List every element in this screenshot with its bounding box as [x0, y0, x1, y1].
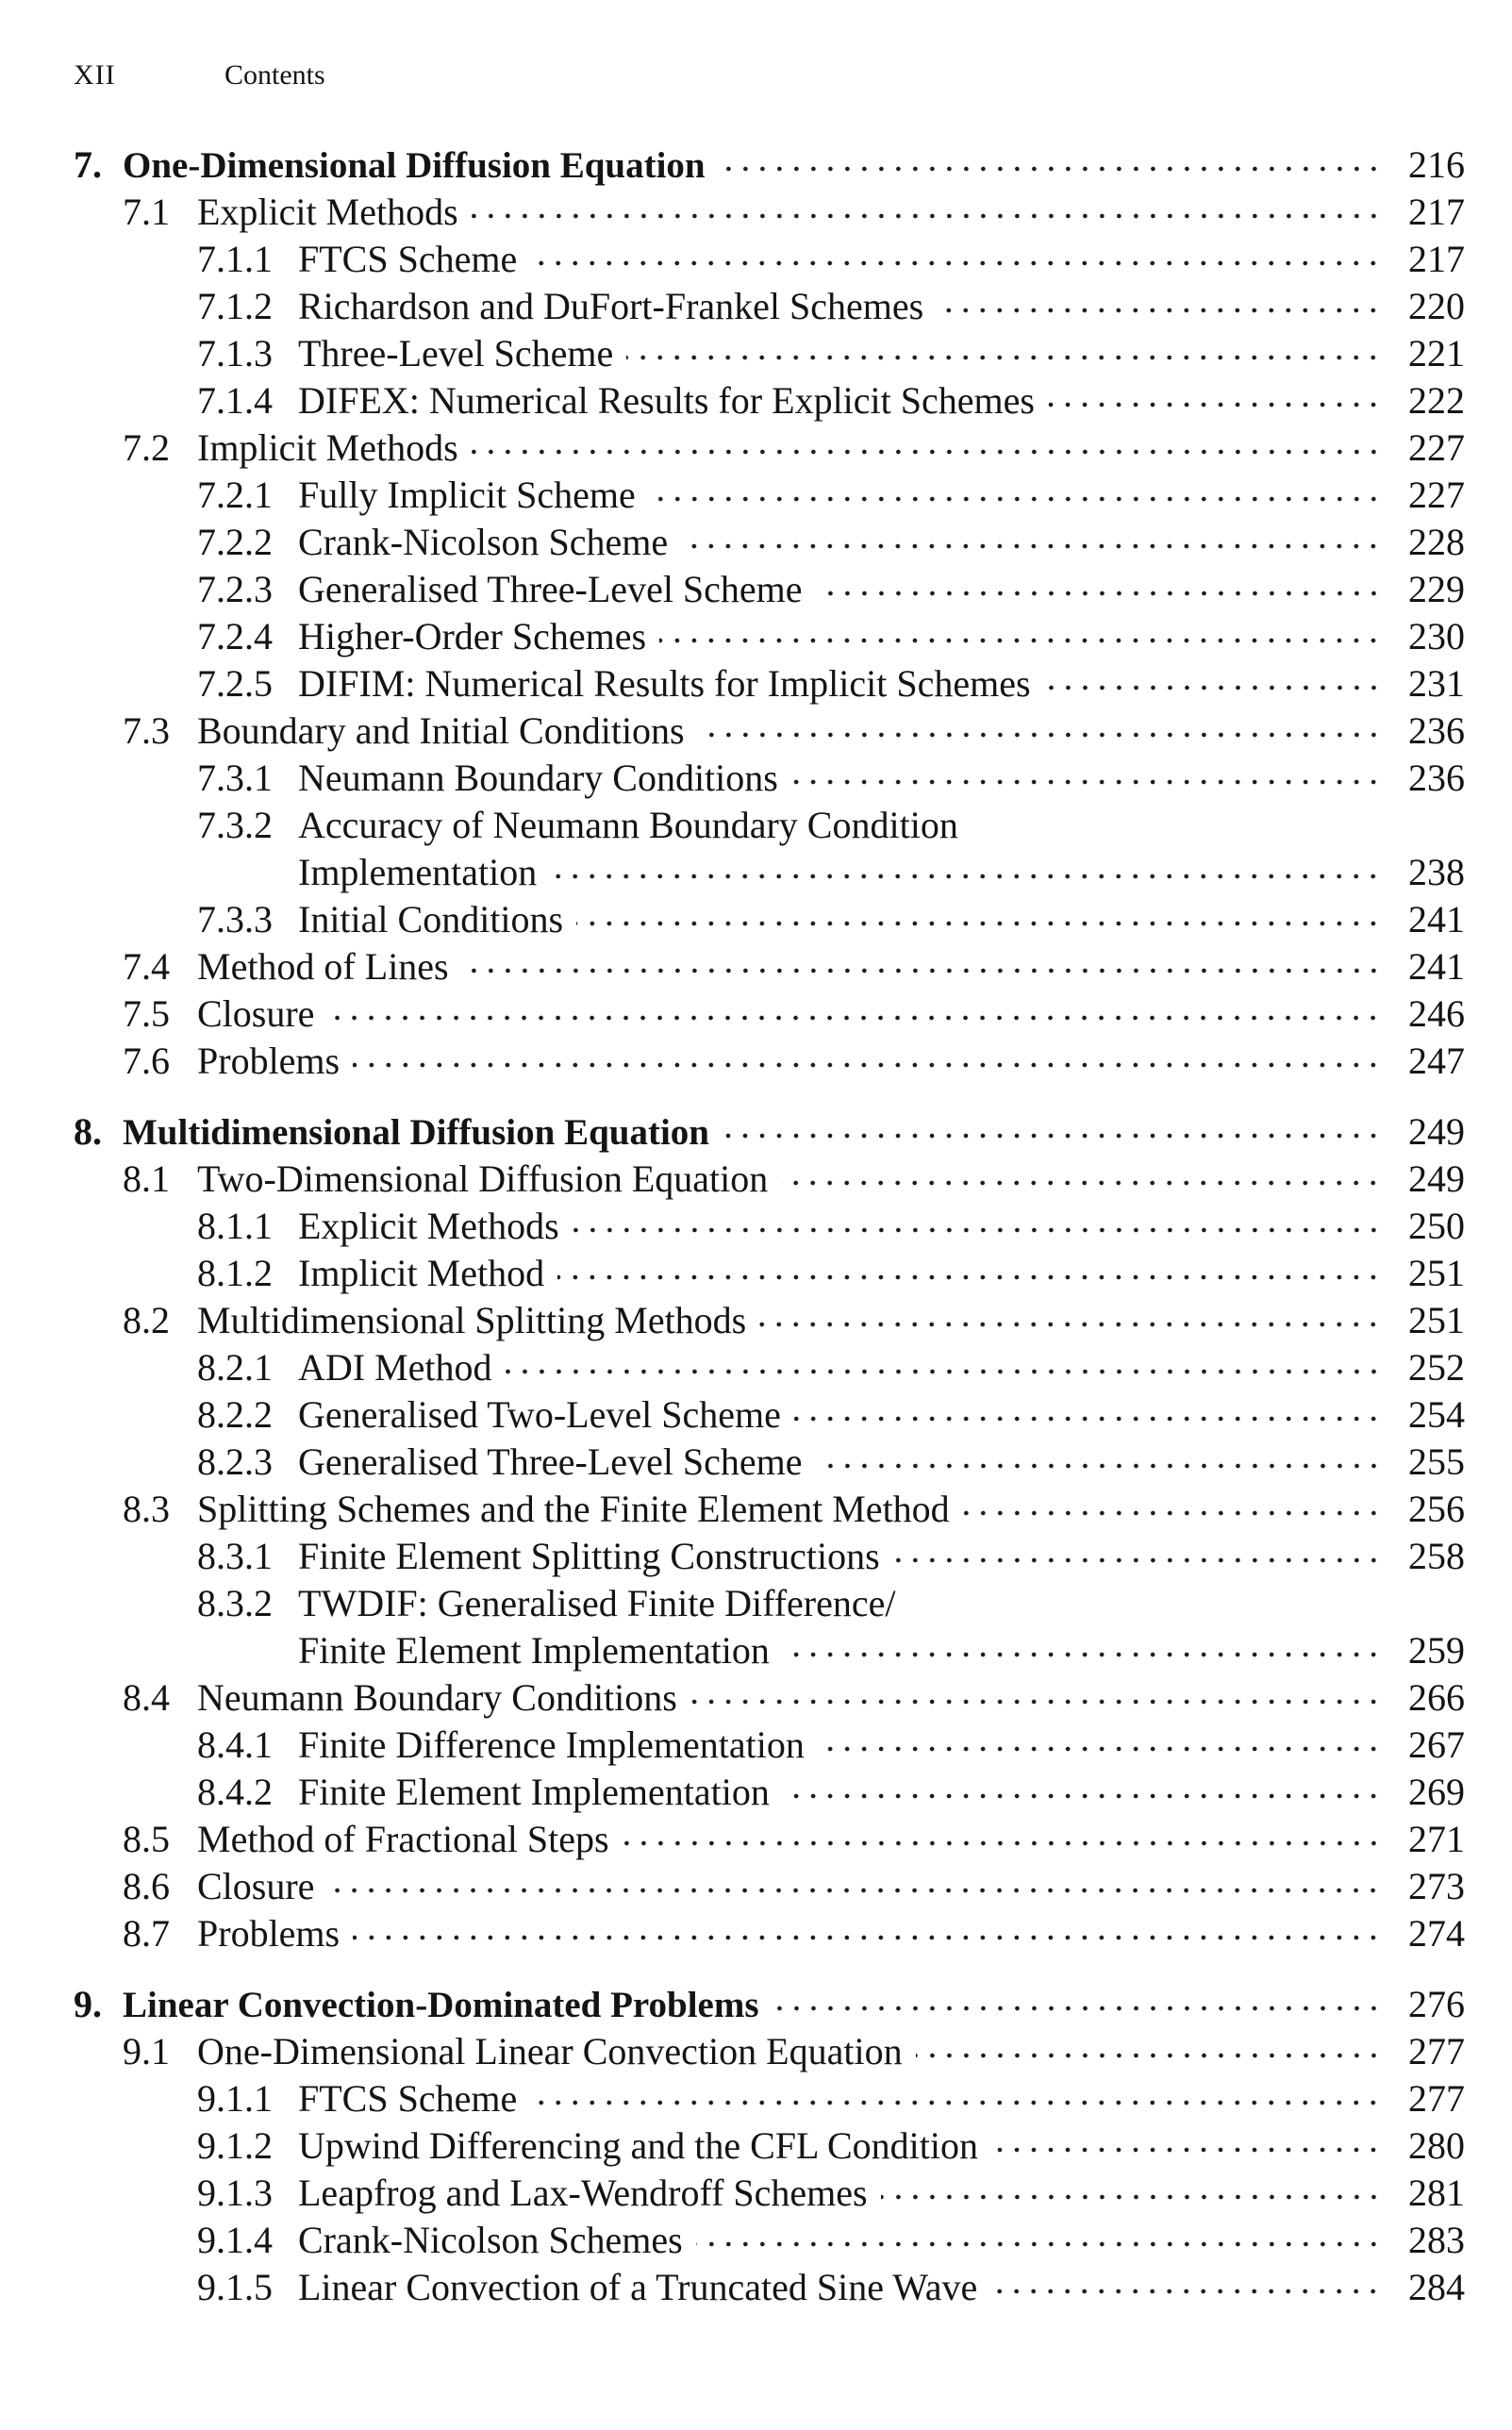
- toc-entry-page: 277: [1408, 2030, 1465, 2072]
- toc-subsection: [74, 1344, 1465, 1391]
- toc-entry-number: 8.2.2: [197, 1393, 273, 1436]
- toc-entry-number: 8.3.2: [197, 1582, 273, 1624]
- toc-entry-text: [197, 1863, 1465, 1910]
- toc-section: [74, 990, 1465, 1038]
- toc-entry-title: One-Dimensional Diffusion Equation: [123, 145, 706, 186]
- toc-entry-page: 266: [1408, 1676, 1465, 1719]
- toc-entry-title: Leapfrog and Lax-Wendroff Schemes: [298, 2172, 868, 2214]
- toc-subsection-continuation: [74, 1627, 1465, 1674]
- toc-entry-number: 8.4.1: [197, 1723, 273, 1766]
- dot-leader: [626, 355, 1382, 360]
- toc-entry-page: 238: [1408, 851, 1465, 893]
- toc-entry-text: [298, 1769, 1465, 1816]
- toc-entry-text: [298, 660, 1465, 707]
- toc-entry-text: [298, 1533, 1465, 1580]
- toc-entry-title: Explicit Methods: [197, 191, 458, 233]
- toc-entry-page: 251: [1408, 1299, 1465, 1341]
- toc-entry-number: 7.2.4: [197, 615, 273, 657]
- toc-entry-title: Closure: [197, 992, 315, 1035]
- toc-entry-title: One-Dimensional Linear Convection Equation: [197, 2030, 903, 2072]
- chapter-heading: [74, 141, 1465, 189]
- toc-entry-text: [298, 1203, 1465, 1250]
- dot-leader: [881, 2194, 1382, 2200]
- toc-section: [74, 1863, 1465, 1910]
- dot-leader: [816, 1463, 1382, 1469]
- toc-section: [74, 1038, 1465, 1085]
- toc-entry-title: Implicit Method: [298, 1252, 545, 1294]
- toc-entry-page: 231: [1408, 662, 1465, 705]
- toc-entry-text: [298, 519, 1465, 566]
- toc-subsection: [74, 2217, 1465, 2264]
- dot-leader: [963, 1510, 1382, 1516]
- toc-entry-number: 8.6: [123, 1865, 170, 1907]
- toc-section: [74, 707, 1465, 755]
- toc-entry-page: 217: [1408, 191, 1465, 233]
- toc-section: [74, 2028, 1465, 2075]
- dot-leader: [327, 1888, 1382, 1893]
- toc-entry-page: 241: [1408, 898, 1465, 940]
- toc-entry-title: Richardson and DuFort-Frankel Schemes: [298, 285, 924, 327]
- toc-entry-page: 229: [1408, 568, 1465, 610]
- toc-entry-text: [298, 2075, 1465, 2122]
- toc-entry-number: 7.2.3: [197, 568, 273, 610]
- toc-entry-text: [298, 1344, 1465, 1391]
- toc-entry-number: 7.3.2: [197, 804, 273, 846]
- toc-entry-number: 7.: [74, 143, 102, 186]
- toc-entry-text: [197, 1038, 1465, 1085]
- toc-entry-title: Finite Element Implementation: [298, 1771, 770, 1813]
- toc-entry-number: 9.1.2: [197, 2124, 273, 2167]
- toc-entry-number: 7.6: [123, 1040, 170, 1082]
- dot-leader: [937, 308, 1382, 313]
- toc-entry-page: 228: [1408, 521, 1465, 563]
- toc-entry-text: [298, 1250, 1465, 1297]
- dot-leader: [530, 2100, 1382, 2105]
- toc-subsection: [74, 802, 1465, 849]
- toc-entry-page: 249: [1408, 1110, 1465, 1153]
- toc-entry-text: [298, 566, 1465, 613]
- toc-entry-page: 230: [1408, 615, 1465, 657]
- toc-entry-title: DIFIM: Numerical Results for Implicit Schemes: [298, 662, 1031, 705]
- toc-entry-number: 7.2.2: [197, 521, 273, 563]
- dot-leader: [659, 638, 1382, 643]
- dot-leader: [472, 213, 1382, 219]
- toc-entry-title: Finite Difference Implementation: [298, 1723, 805, 1766]
- toc-entry-text: [123, 141, 1465, 190]
- toc-entry-page: 216: [1408, 143, 1465, 186]
- toc-entry-text: [298, 236, 1465, 283]
- toc-entry-text: [123, 1108, 1465, 1157]
- toc-entry-text: [298, 1439, 1465, 1486]
- dot-leader: [681, 543, 1382, 549]
- toc-subsection: [74, 566, 1465, 613]
- toc-subsection: [74, 1391, 1465, 1439]
- toc-entry-text: [197, 1816, 1465, 1863]
- toc-entry-title: Implementation: [298, 851, 538, 893]
- toc-entry-text: [298, 613, 1465, 660]
- toc-entry-text: [298, 1722, 1465, 1769]
- toc-subsection-continuation: [74, 849, 1465, 896]
- dot-leader: [818, 1746, 1382, 1752]
- toc-entry-number: 8.7: [123, 1912, 170, 1955]
- toc-entry-text: [298, 1627, 1465, 1674]
- toc-entry-title: Linear Convection of a Truncated Sine Wave: [298, 2266, 978, 2308]
- toc-entry-title: ADI Method: [298, 1346, 492, 1389]
- toc-subsection: [74, 1580, 1465, 1627]
- toc-chapter: [74, 141, 1465, 1085]
- toc-subsection: [74, 613, 1465, 660]
- toc-subsection: [74, 2170, 1465, 2217]
- toc-entry-title: Generalised Three-Level Scheme: [298, 1440, 803, 1483]
- toc-entry-number: 8.2.3: [197, 1440, 273, 1483]
- toc-entry-page: 280: [1408, 2124, 1465, 2167]
- toc-subsection: [74, 236, 1465, 283]
- toc-entry-number: 9.1.5: [197, 2266, 273, 2308]
- toc-entry-title: Fully Implicit Scheme: [298, 474, 636, 516]
- toc-entry-text: [197, 1297, 1465, 1344]
- toc-entry-page: 252: [1408, 1346, 1465, 1389]
- toc-entry-text: [298, 2264, 1465, 2311]
- toc-subsection: [74, 1769, 1465, 1816]
- toc-entry-page: 274: [1408, 1912, 1465, 1955]
- toc-entry-page: 255: [1408, 1440, 1465, 1483]
- dot-leader: [991, 2147, 1382, 2153]
- dot-leader: [781, 1180, 1382, 1186]
- dot-leader: [327, 1015, 1382, 1021]
- toc-entry-page: 251: [1408, 1252, 1465, 1294]
- toc-subsection: [74, 755, 1465, 802]
- dot-leader: [550, 874, 1382, 879]
- toc-entry-text: [298, 755, 1465, 802]
- toc-entry-text: [298, 2170, 1465, 2217]
- toc-entry-number: 7.1.4: [197, 379, 273, 422]
- toc-entry-number: 8.4: [123, 1676, 170, 1719]
- dot-leader: [623, 1840, 1382, 1846]
- toc-entry-number: 7.4: [123, 945, 170, 988]
- toc-entry-text: [298, 1580, 1465, 1627]
- toc-section: [74, 1297, 1465, 1344]
- dot-leader: [893, 1557, 1382, 1563]
- toc-subsection: [74, 896, 1465, 943]
- toc-entry-number: 9.1.3: [197, 2172, 273, 2214]
- toc-entry-title: TWDIF: Generalised Finite Difference/: [298, 1582, 896, 1624]
- toc-chapter: [74, 1108, 1465, 1957]
- toc-section: [74, 1674, 1465, 1722]
- toc-entry-title: Crank-Nicolson Scheme: [298, 521, 669, 563]
- toc-entry-title: FTCS Scheme: [298, 2077, 518, 2120]
- toc-entry-number: 8.1.2: [197, 1252, 273, 1294]
- toc-entry-number: 7.5: [123, 992, 170, 1035]
- toc-subsection: [74, 2075, 1465, 2122]
- toc-entry-number: 7.1: [123, 191, 170, 233]
- toc-entry-page: 254: [1408, 1393, 1465, 1436]
- toc-entry-title: Higher-Order Schemes: [298, 615, 647, 657]
- toc-entry-title: FTCS Scheme: [298, 238, 518, 280]
- toc-entry-page: 250: [1408, 1205, 1465, 1247]
- dot-leader: [696, 2241, 1382, 2247]
- dot-leader: [573, 1227, 1382, 1233]
- toc-subsection: [74, 1722, 1465, 1769]
- toc-subsection: [74, 1250, 1465, 1297]
- toc-entry-number: 7.1.3: [197, 332, 273, 374]
- toc-entry-text: [298, 802, 1465, 849]
- toc-entry-page: 258: [1408, 1535, 1465, 1577]
- toc-entry-number: 8.3.1: [197, 1535, 273, 1577]
- toc-entry-page: 283: [1408, 2219, 1465, 2261]
- toc-entry-text: [197, 2028, 1465, 2075]
- toc-entry-number: 7.3.1: [197, 757, 273, 799]
- toc-entry-page: 271: [1408, 1818, 1465, 1860]
- toc-entry-page: 273: [1408, 1865, 1465, 1907]
- toc-entry-page: 284: [1408, 2266, 1465, 2308]
- toc-entry-number: 9.1.4: [197, 2219, 273, 2261]
- dot-leader: [816, 591, 1382, 596]
- toc-entry-text: [298, 1391, 1465, 1439]
- toc-entry-number: 8.1.1: [197, 1205, 273, 1247]
- dot-leader: [472, 449, 1382, 455]
- toc-entry-text: [298, 283, 1465, 330]
- toc-entry-page: 236: [1408, 709, 1465, 752]
- chapter-heading: [74, 1981, 1465, 2028]
- toc-entry-page: 217: [1408, 238, 1465, 280]
- toc-entry-number: 8.1: [123, 1157, 170, 1200]
- toc-subsection: [74, 1203, 1465, 1250]
- toc-entry-title: Upwind Differencing and the CFL Condition: [298, 2124, 979, 2167]
- toc-entry-title: DIFEX: Numerical Results for Explicit Schemes: [298, 379, 1035, 422]
- toc-entry-page: 246: [1408, 992, 1465, 1035]
- dot-leader: [783, 1793, 1382, 1799]
- toc-entry-text: [197, 1486, 1465, 1533]
- dot-leader: [783, 1652, 1382, 1657]
- toc-entry-number: 9.: [74, 1983, 102, 2025]
- dot-leader: [773, 2006, 1382, 2011]
- toc-subsection: [74, 283, 1465, 330]
- toc-entry-title: Finite Element Implementation: [298, 1629, 770, 1672]
- toc-entry-title: Accuracy of Neumann Boundary Condition: [298, 804, 958, 846]
- toc-entry-number: 9.1: [123, 2030, 170, 2072]
- dot-leader: [506, 1369, 1382, 1374]
- table-of-contents: [74, 141, 1465, 2335]
- toc-subsection: [74, 2122, 1465, 2170]
- toc-entry-title: Neumann Boundary Conditions: [197, 1676, 677, 1719]
- toc-entry-number: 7.3: [123, 709, 170, 752]
- dot-leader: [719, 166, 1382, 172]
- toc-entry-text: [298, 849, 1465, 896]
- toc-entry-number: 9.1.1: [197, 2077, 273, 2120]
- toc-section: [74, 1156, 1465, 1203]
- toc-entry-title: Closure: [197, 1865, 315, 1907]
- toc-entry-page: 277: [1408, 2077, 1465, 2120]
- toc-entry-text: [298, 472, 1465, 519]
- toc-section: [74, 189, 1465, 236]
- toc-entry-title: Implicit Methods: [197, 426, 458, 469]
- toc-entry-number: 7.1.2: [197, 285, 273, 327]
- toc-entry-page: 221: [1408, 332, 1465, 374]
- toc-subsection: [74, 2264, 1465, 2311]
- toc-entry-title: Generalised Three-Level Scheme: [298, 568, 803, 610]
- dot-leader: [990, 2289, 1382, 2294]
- toc-entry-text: [123, 1981, 1465, 2029]
- toc-entry-text: [197, 943, 1465, 990]
- dot-leader: [530, 260, 1382, 266]
- dot-leader: [1048, 402, 1382, 408]
- toc-entry-page: 276: [1408, 1983, 1465, 2025]
- toc-entry-page: 269: [1408, 1771, 1465, 1813]
- toc-entry-title: Problems: [197, 1912, 341, 1955]
- dot-leader: [353, 1935, 1382, 1940]
- toc-entry-text: [197, 990, 1465, 1038]
- toc-entry-title: Splitting Schemes and the Finite Element Method: [197, 1488, 950, 1530]
- toc-section: [74, 1486, 1465, 1533]
- header-running-title: Contents: [224, 59, 325, 91]
- toc-entry-number: 8.5: [123, 1818, 170, 1860]
- toc-entry-title: Initial Conditions: [298, 898, 564, 940]
- toc-entry-title: Explicit Methods: [298, 1205, 559, 1247]
- toc-entry-text: [298, 896, 1465, 943]
- toc-subsection: [74, 1439, 1465, 1486]
- dot-leader: [723, 1133, 1382, 1139]
- toc-entry-text: [197, 424, 1465, 472]
- toc-subsection: [74, 519, 1465, 566]
- toc-entry-title: Method of Lines: [197, 945, 449, 988]
- toc-entry-page: 256: [1408, 1488, 1465, 1530]
- toc-entry-text: [298, 377, 1465, 424]
- toc-subsection: [74, 377, 1465, 424]
- toc-entry-text: [197, 1910, 1465, 1957]
- toc-entry-title: Two-Dimensional Diffusion Equation: [197, 1157, 769, 1200]
- toc-entry-text: [298, 2217, 1465, 2264]
- toc-entry-text: [298, 330, 1465, 377]
- toc-subsection: [74, 472, 1465, 519]
- toc-entry-number: 8.4.2: [197, 1771, 273, 1813]
- toc-subsection: [74, 1533, 1465, 1580]
- dot-leader: [462, 968, 1382, 974]
- toc-entry-text: [197, 1674, 1465, 1722]
- dot-leader: [916, 2053, 1382, 2058]
- toc-section: [74, 1910, 1465, 1957]
- toc-entry-number: 8.3: [123, 1488, 170, 1530]
- toc-entry-title: Method of Fractional Steps: [197, 1818, 609, 1860]
- toc-entry-title: Multidimensional Diffusion Equation: [123, 1112, 709, 1153]
- toc-entry-title: Crank-Nicolson Schemes: [298, 2219, 683, 2261]
- toc-entry-number: 7.3.3: [197, 898, 273, 940]
- toc-entry-title: Problems: [197, 1040, 341, 1082]
- toc-entry-number: 8.2: [123, 1299, 170, 1341]
- toc-entry-number: 8.: [74, 1110, 102, 1153]
- dot-leader: [794, 1416, 1382, 1422]
- toc-entry-number: 7.2: [123, 426, 170, 469]
- toc-entry-title: Boundary and Initial Conditions: [197, 709, 685, 752]
- toc-entry-title: Generalised Two-Level Scheme: [298, 1393, 781, 1436]
- toc-entry-page: 220: [1408, 285, 1465, 327]
- toc-entry-page: 281: [1408, 2172, 1465, 2214]
- toc-entry-page: 241: [1408, 945, 1465, 988]
- toc-entry-text: [197, 189, 1465, 236]
- dot-leader: [1044, 685, 1382, 691]
- dot-leader: [649, 496, 1382, 502]
- toc-section: [74, 1816, 1465, 1863]
- toc-entry-title: Neumann Boundary Conditions: [298, 757, 778, 799]
- dot-leader: [698, 732, 1382, 738]
- toc-entry-page: 259: [1408, 1629, 1465, 1672]
- toc-subsection: [74, 330, 1465, 377]
- dot-leader: [353, 1062, 1382, 1068]
- toc-section: [74, 943, 1465, 990]
- chapter-heading: [74, 1108, 1465, 1156]
- toc-entry-page: 249: [1408, 1157, 1465, 1200]
- toc-section: [74, 424, 1465, 472]
- toc-entry-title: Linear Convection-Dominated Problems: [123, 1985, 759, 2025]
- dot-leader: [759, 1322, 1382, 1327]
- toc-entry-number: 7.2.5: [197, 662, 273, 705]
- toc-entry-title: Three-Level Scheme: [298, 332, 614, 374]
- dot-leader: [690, 1699, 1382, 1705]
- toc-entry-page: 236: [1408, 757, 1465, 799]
- toc-entry-page: 267: [1408, 1723, 1465, 1766]
- toc-chapter: [74, 1981, 1465, 2311]
- header-page-number: XII: [74, 59, 116, 91]
- toc-subsection: [74, 660, 1465, 707]
- toc-entry-page: 227: [1408, 474, 1465, 516]
- toc-entry-page: 227: [1408, 426, 1465, 469]
- toc-entry-page: 247: [1408, 1040, 1465, 1082]
- toc-entry-text: [197, 1156, 1465, 1203]
- toc-entry-title: Finite Element Splitting Constructions: [298, 1535, 880, 1577]
- toc-entry-number: 7.2.1: [197, 474, 273, 516]
- toc-entry-number: 7.1.1: [197, 238, 273, 280]
- dot-leader: [576, 921, 1382, 926]
- toc-entry-text: [197, 707, 1465, 755]
- dot-leader: [557, 1274, 1382, 1280]
- toc-entry-number: 8.2.1: [197, 1346, 273, 1389]
- running-header: [74, 58, 325, 92]
- dot-leader: [791, 779, 1382, 785]
- toc-entry-text: [298, 2122, 1465, 2170]
- toc-entry-page: 222: [1408, 379, 1465, 422]
- toc-entry-title: Multidimensional Splitting Methods: [197, 1299, 747, 1341]
